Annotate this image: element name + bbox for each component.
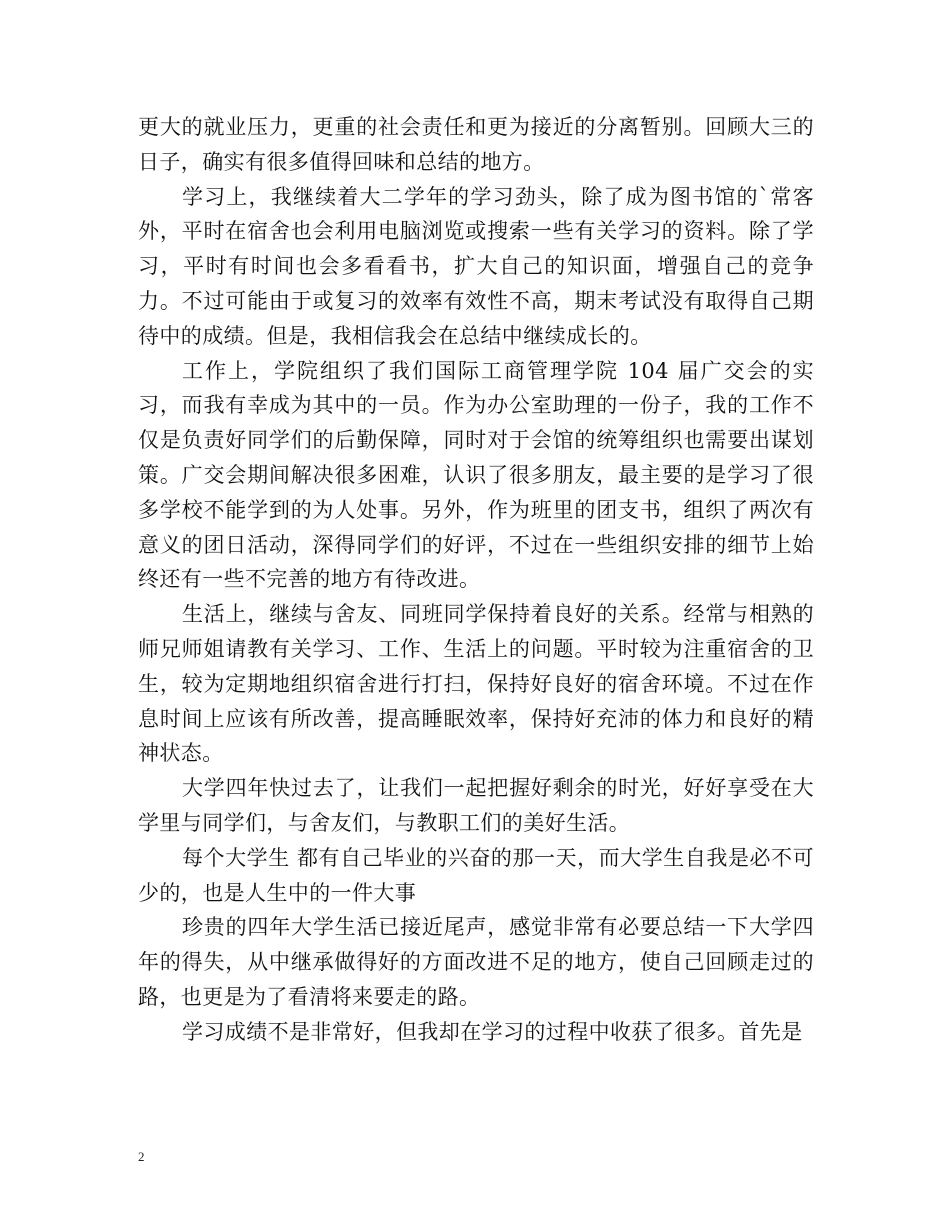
paragraph-2: 学习上，我继续着大二学年的学习劲头，除了成为图书馆的`常客外，平时在宿舍也会利用电脑浏览或搜索一些有关学习的资料。除了学习，平时有时间也会多看看书，扩大自己的知识面，增强自己的竞争力。不过可能由于或复习的效率有效性不高，期末考试没有取得自己期待中的成绩。但是，我相信我会在总结中继续成长的。 bbox=[138, 184, 814, 348]
paragraph-7: 珍贵的四年大学生活已接近尾声，感觉非常有必要总结一下大学四年的得失，从中继承做得好的方面改进不足的地方，使自己回顾走过的路，也更是为了看清将来要走的路。 bbox=[138, 915, 814, 1009]
paragraph-8: 学习成绩不是非常好，但我却在学习的过程中收获了很多。首先是 bbox=[182, 1019, 803, 1044]
page-number: 2 bbox=[138, 1149, 145, 1164]
paragraph-4: 生活上，继续与舍友、同班同学保持着良好的关系。经常与相熟的师兄师姐请教有关学习、工作、生活上的问题。平时较为注重宿舍的卫生，较为定期地组织宿舍进行打扫，保持好良好的宿舍环境。不过在作息时间上应该有所改善，提高睡眠效率，保持好充沛的体力和良好的精神状态。 bbox=[138, 602, 814, 766]
paragraph-6: 每个大学生 都有自己毕业的兴奋的那一天，而大学生自我是必不可少的，也是人生中的一件大事 bbox=[138, 845, 814, 905]
paragraph-1: 更大的就业压力，更重的社会责任和更为接近的分离暂别。回顾大三的日子，确实有很多值得回味和总结的地方。 bbox=[138, 115, 814, 174]
paragraph-3: 工作上，学院组织了我们国际工商管理学院 104 届广交会的实习，而我有幸成为其中的一员。作为办公室助理的一份子，我的工作不仅是负责好同学们的后勤保障，同时对于会馆的统筹组织也需要出谋划策。广交会期间解决很多困难，认识了很多朋友，最主要的是学习了很多学校不能学到的为人处事。另外，作为班里的团支书，组织了两次有意义的团日活动，深得同学们的好评，不过在一些组织安排的细节上始终还有一些不完善的地方有待改进。 bbox=[138, 358, 814, 592]
paragraph-5: 大学四年快过去了，让我们一起把握好剩余的时光，好好享受在大学里与同学们，与舍友们，与教职工们的美好生活。 bbox=[138, 776, 814, 835]
body-text bbox=[138, 110, 814, 1050]
